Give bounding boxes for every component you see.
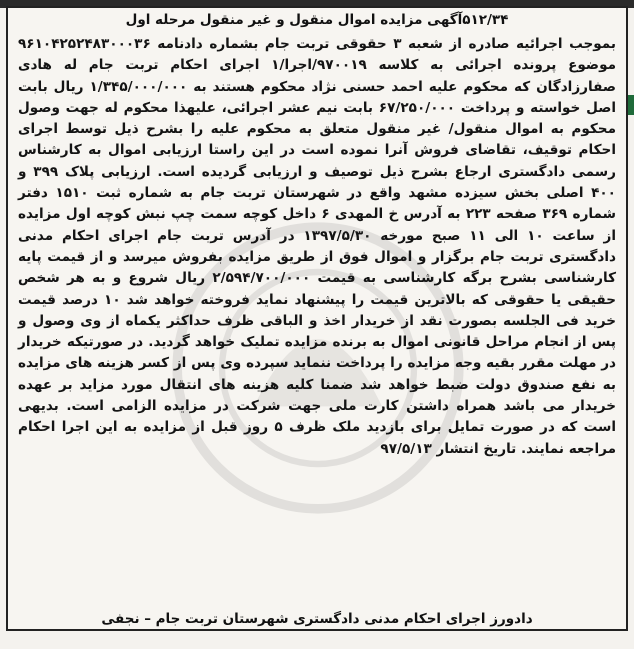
notice-frame <box>6 6 628 631</box>
notice-signature: دادورز اجرای احکام مدنی دادگستری شهرستان تربت جام – نجفی <box>101 611 533 627</box>
notice-title: ۵۱۲/۳۴آگهی مزایده اموال منقول و غیر منقول مرحله اول <box>125 12 509 28</box>
notice-body: بموجب اجرائیه صادره از شعبه ۳ حقوقی تربت جام بشماره دادنامه ۹۶۱۰۴۲۵۲۴۸۳۰۰۰۳۶ موضوع پرونده اجرائی به کلاسه ۹۷۰۰۱۹/اجرا/۱ اجرای احکام تربت جام له هادی صفارزادگان که محکوم علیه احمد حسنی نژاد محکوم هستند به ۱/۳۴۵/۰۰۰/۰۰۰ ریال بابت اصل خواسته و پرداخت ۶۷/۲۵۰/۰۰۰ بابت نیم عشر اجرائی، علیهذا محکوم له جهت وصول محکوم به اموال منقول/ غیر منقول متعلق به محکوم علیه را بشرح ذیل توسط اجرای احکام توقیف، تقاضای فروش آنرا نموده است در این راستا ارزیابی اموال به کارشناس رسمی دادگستری ارجاع بشرح ذیل توصیف و ارزیابی گردیده است. ارزیابی پلاک ۳۹۹ و ۴۰۰ اصلی بخش سیزده مشهد واقع در شهرستان تربت جام به شماره ثبت ۱۵۱۰ دفتر شماره ۳۶۹ صفحه ۲۲۳ به آدرس خ المهدی ۶ داخل کوچه سمت چپ نبش کوچه اول مزایده از ساعت ۱۰ الی ۱۱ صبح مورخه ۱۳۹۷/۵/۳۰ در آدرس تربت جام اجرای احکام مدنی دادگستری تربت جام برگزار و اموال فوق از طریق مزایده بفروش میرسد و از قیمت پایه کارشناسی بشرح برگه کارشناسی به قیمت ۲/۵۹۴/۷۰۰/۰۰۰ ریال شروع و به هر شخص حقیقی یا حقوقی که بالاترین قیمت را پیشنهاد نماید فروخته خواهد شد ۱۰ درصد قیمت خرید فی الجلسه بصورت نقد از خریدار اخذ و الباقی ظرف حداکثر یکماه از وی وصول و پس از انجام مراحل قانونی اموال به برنده مزایده تملیک خواهد گردید. در صورتیکه خریدار در مهلت مقرر بقیه وجه مزایده را پرداخت ننماید سپرده وی پس از کسر هزینه های مزایده به نفع صندوق دولت ضبط خواهد شد ضمنا کلیه هزینه های انتقال مورد مزاید بر عهده خریدار می باشد همراه داشتن کارت ملی جهت شرکت در مزایده الزامی است. بدیهی است که در صورت تمایل برای بازدید ملک ظرف ۵ روز قبل از مزایده به این اجرا احکام مراجعه نمایند. تاریخ انتشار ۹۷/۵/۱۳ <box>18 36 617 457</box>
